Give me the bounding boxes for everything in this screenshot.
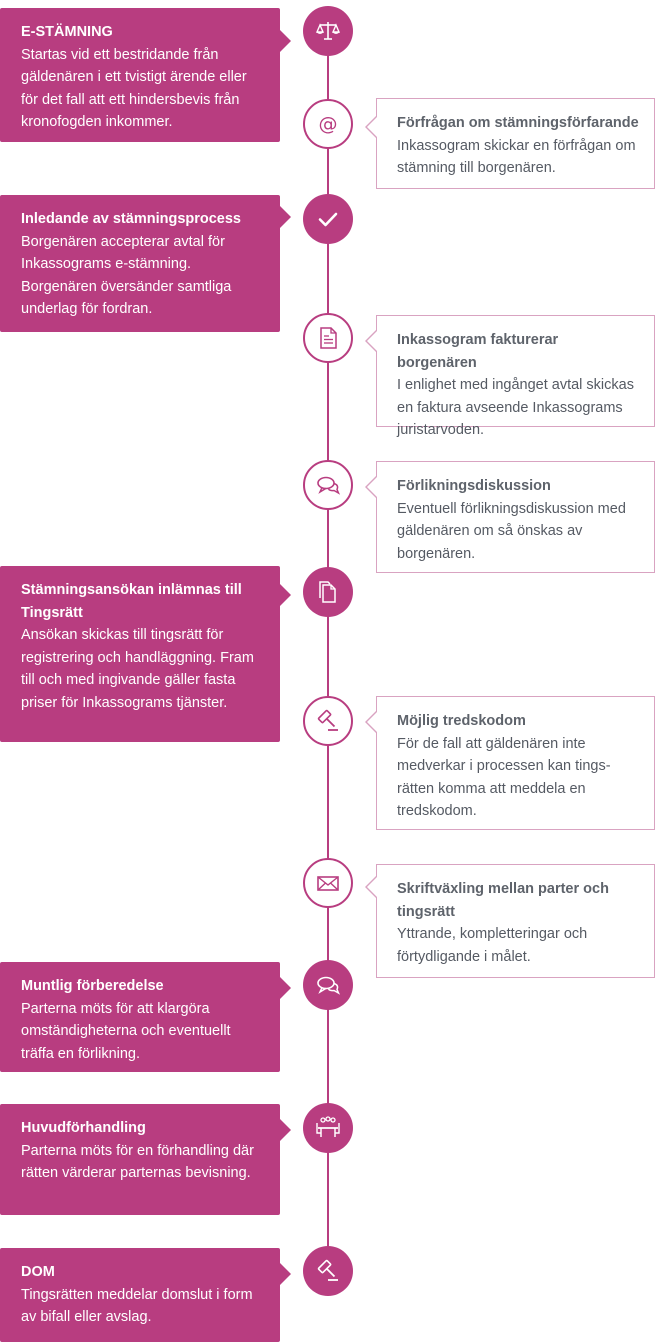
step-card-2 <box>376 98 655 189</box>
invoice-document-icon <box>315 325 341 351</box>
scales-icon <box>315 18 341 44</box>
svg-text:@: @ <box>318 113 338 135</box>
step-title: Möjlig tredskodom <box>397 713 526 729</box>
step-description: Startas vid ett bestridande från gäldenären i ett tvistigt ärende eller för det fall att ett hindersbevis från kronofogden inkommer. <box>21 46 247 130</box>
step-title: Muntlig förberedelse <box>21 978 164 994</box>
step-card-5 <box>376 461 655 573</box>
gavel-icon <box>315 708 341 734</box>
step-card-10 <box>0 1104 280 1215</box>
step-node-8 <box>303 858 353 908</box>
step-description: För de fall att gäldenären inte medverkar i processen kan tings-rätten komma att meddela en tredskodom. <box>397 735 611 819</box>
step-card-1 <box>0 8 280 142</box>
step-title: Skriftväxling mellan parter och tingsrätt <box>397 881 609 920</box>
step-card-6 <box>0 566 280 742</box>
step-description: Tingsrätten meddelar domslut i form av bifall eller avslag. <box>21 1286 253 1325</box>
documents-icon <box>315 579 341 605</box>
step-node-3 <box>303 194 353 244</box>
step-node-5 <box>303 460 353 510</box>
step-node-9 <box>303 960 353 1010</box>
step-title: Inkassogram fakturerar borgenären <box>397 332 559 371</box>
checkmark-icon <box>315 206 341 232</box>
step-card-11 <box>0 1248 280 1342</box>
step-title: Förfrågan om stämningsförfarande <box>397 115 639 131</box>
step-node-10 <box>303 1103 353 1153</box>
step-node-4 <box>303 313 353 363</box>
step-card-9 <box>0 962 280 1072</box>
step-description: Yttrande, kompletteringar och förtydligande i målet. <box>397 926 588 965</box>
step-title: Stämningsansökan inlämnas till Tingsrätt <box>21 582 242 621</box>
step-description: Eventuell förlikningsdiskussion med gäldenären om så önskas av borgenären. <box>397 500 626 562</box>
step-description: Borgenären accepterar avtal för Inkassograms e-stämning. Borgenären översänder samtliga underlag för fordran. <box>21 233 232 317</box>
gavel-icon <box>315 1258 341 1284</box>
envelope-icon <box>315 870 341 896</box>
step-description: Parterna möts för att klargöra omständigheterna och eventuellt träffa en förlikning. <box>21 1000 231 1062</box>
step-card-7 <box>376 696 655 830</box>
speech-bubbles-icon <box>315 972 341 998</box>
step-title: DOM <box>21 1264 55 1280</box>
step-description: Ansökan skickas till tingsrätt för registrering och handläggning. Fram till och med ingivande gäller fasta priser för Inkassograms tjänster. <box>21 627 254 711</box>
step-node-6 <box>303 567 353 617</box>
step-title: Inledande av stämningsprocess <box>21 211 241 227</box>
step-title: E-STÄMNING <box>21 24 113 40</box>
step-card-3 <box>0 195 280 332</box>
step-description: I enlighet med ingånget avtal skickas en faktura avseende Inkassograms juristarvoden. <box>397 377 634 438</box>
step-description: Inkassogram skickar en förfrågan om stämning till borgenären. <box>397 137 636 176</box>
step-node-2 <box>303 99 353 149</box>
step-card-8 <box>376 864 655 978</box>
step-title: Huvudförhandling <box>21 1120 146 1136</box>
meeting-table-icon <box>315 1115 341 1141</box>
step-node-1 <box>303 6 353 56</box>
step-card-4 <box>376 315 655 438</box>
step-node-11 <box>303 1246 353 1296</box>
speech-bubbles-icon <box>315 472 341 498</box>
step-node-7 <box>303 696 353 746</box>
at-sign-icon <box>315 111 341 137</box>
step-description: Parterna möts för en förhandling där rätten värderar parternas bevisning. <box>21 1142 254 1181</box>
step-title: Förlikningsdiskussion <box>397 478 551 494</box>
